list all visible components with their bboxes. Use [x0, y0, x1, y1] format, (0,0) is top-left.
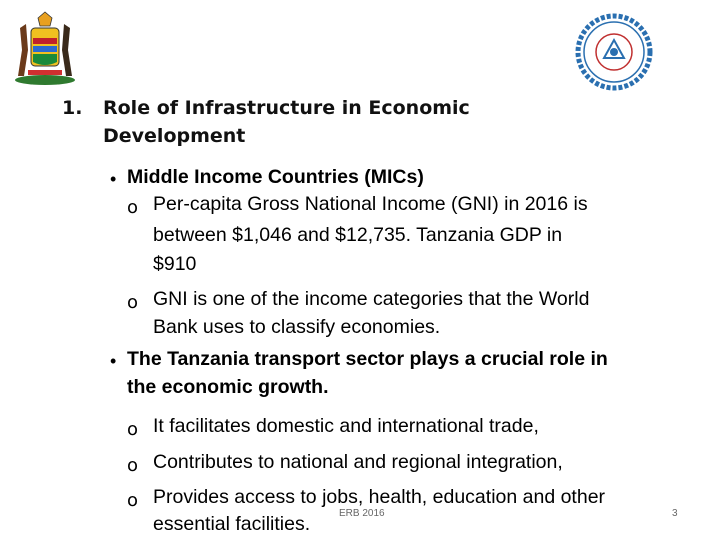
sub-bullet-marker: o: [127, 490, 139, 511]
sub-bullet-marker: o: [127, 455, 139, 476]
sub-income-line-1: GNI is one of the income categories that the World: [153, 288, 590, 310]
footer-label: ERB 2016: [339, 508, 385, 519]
sub-gni-line-3: $910: [153, 253, 197, 275]
title-number: 1.: [62, 97, 83, 119]
sub-bullet-marker: o: [127, 292, 139, 313]
sub-gni-line-2: between $1,046 and $12,735. Tanzania GDP in: [153, 224, 563, 246]
sub-access-line-1: Provides access to jobs, health, education and other: [153, 486, 606, 508]
sub-trade: It facilitates domestic and international trade,: [153, 415, 539, 437]
page-number: 3: [672, 508, 678, 519]
sub-bullet-marker: o: [127, 197, 139, 218]
bullet-mics: Middle Income Countries (MICs): [127, 166, 424, 188]
sub-income-line-2: Bank uses to classify economies.: [153, 316, 441, 338]
bullet-transport-line-1: The Tanzania transport sector plays a crucial role in: [127, 348, 608, 370]
sub-access-line-2: essential facilities.: [153, 513, 311, 535]
bullet-marker: •: [110, 351, 117, 371]
sub-integration: Contributes to national and regional integration,: [153, 451, 563, 473]
sub-gni-line-1: Per-capita Gross National Income (GNI) in 2016 is: [153, 193, 588, 215]
bullet-transport-line-2: the economic growth.: [127, 376, 329, 398]
sub-bullet-marker: o: [127, 419, 139, 440]
bullet-marker: •: [110, 169, 117, 189]
title-text: Role of Infrastructure in Economic Development: [103, 97, 470, 147]
